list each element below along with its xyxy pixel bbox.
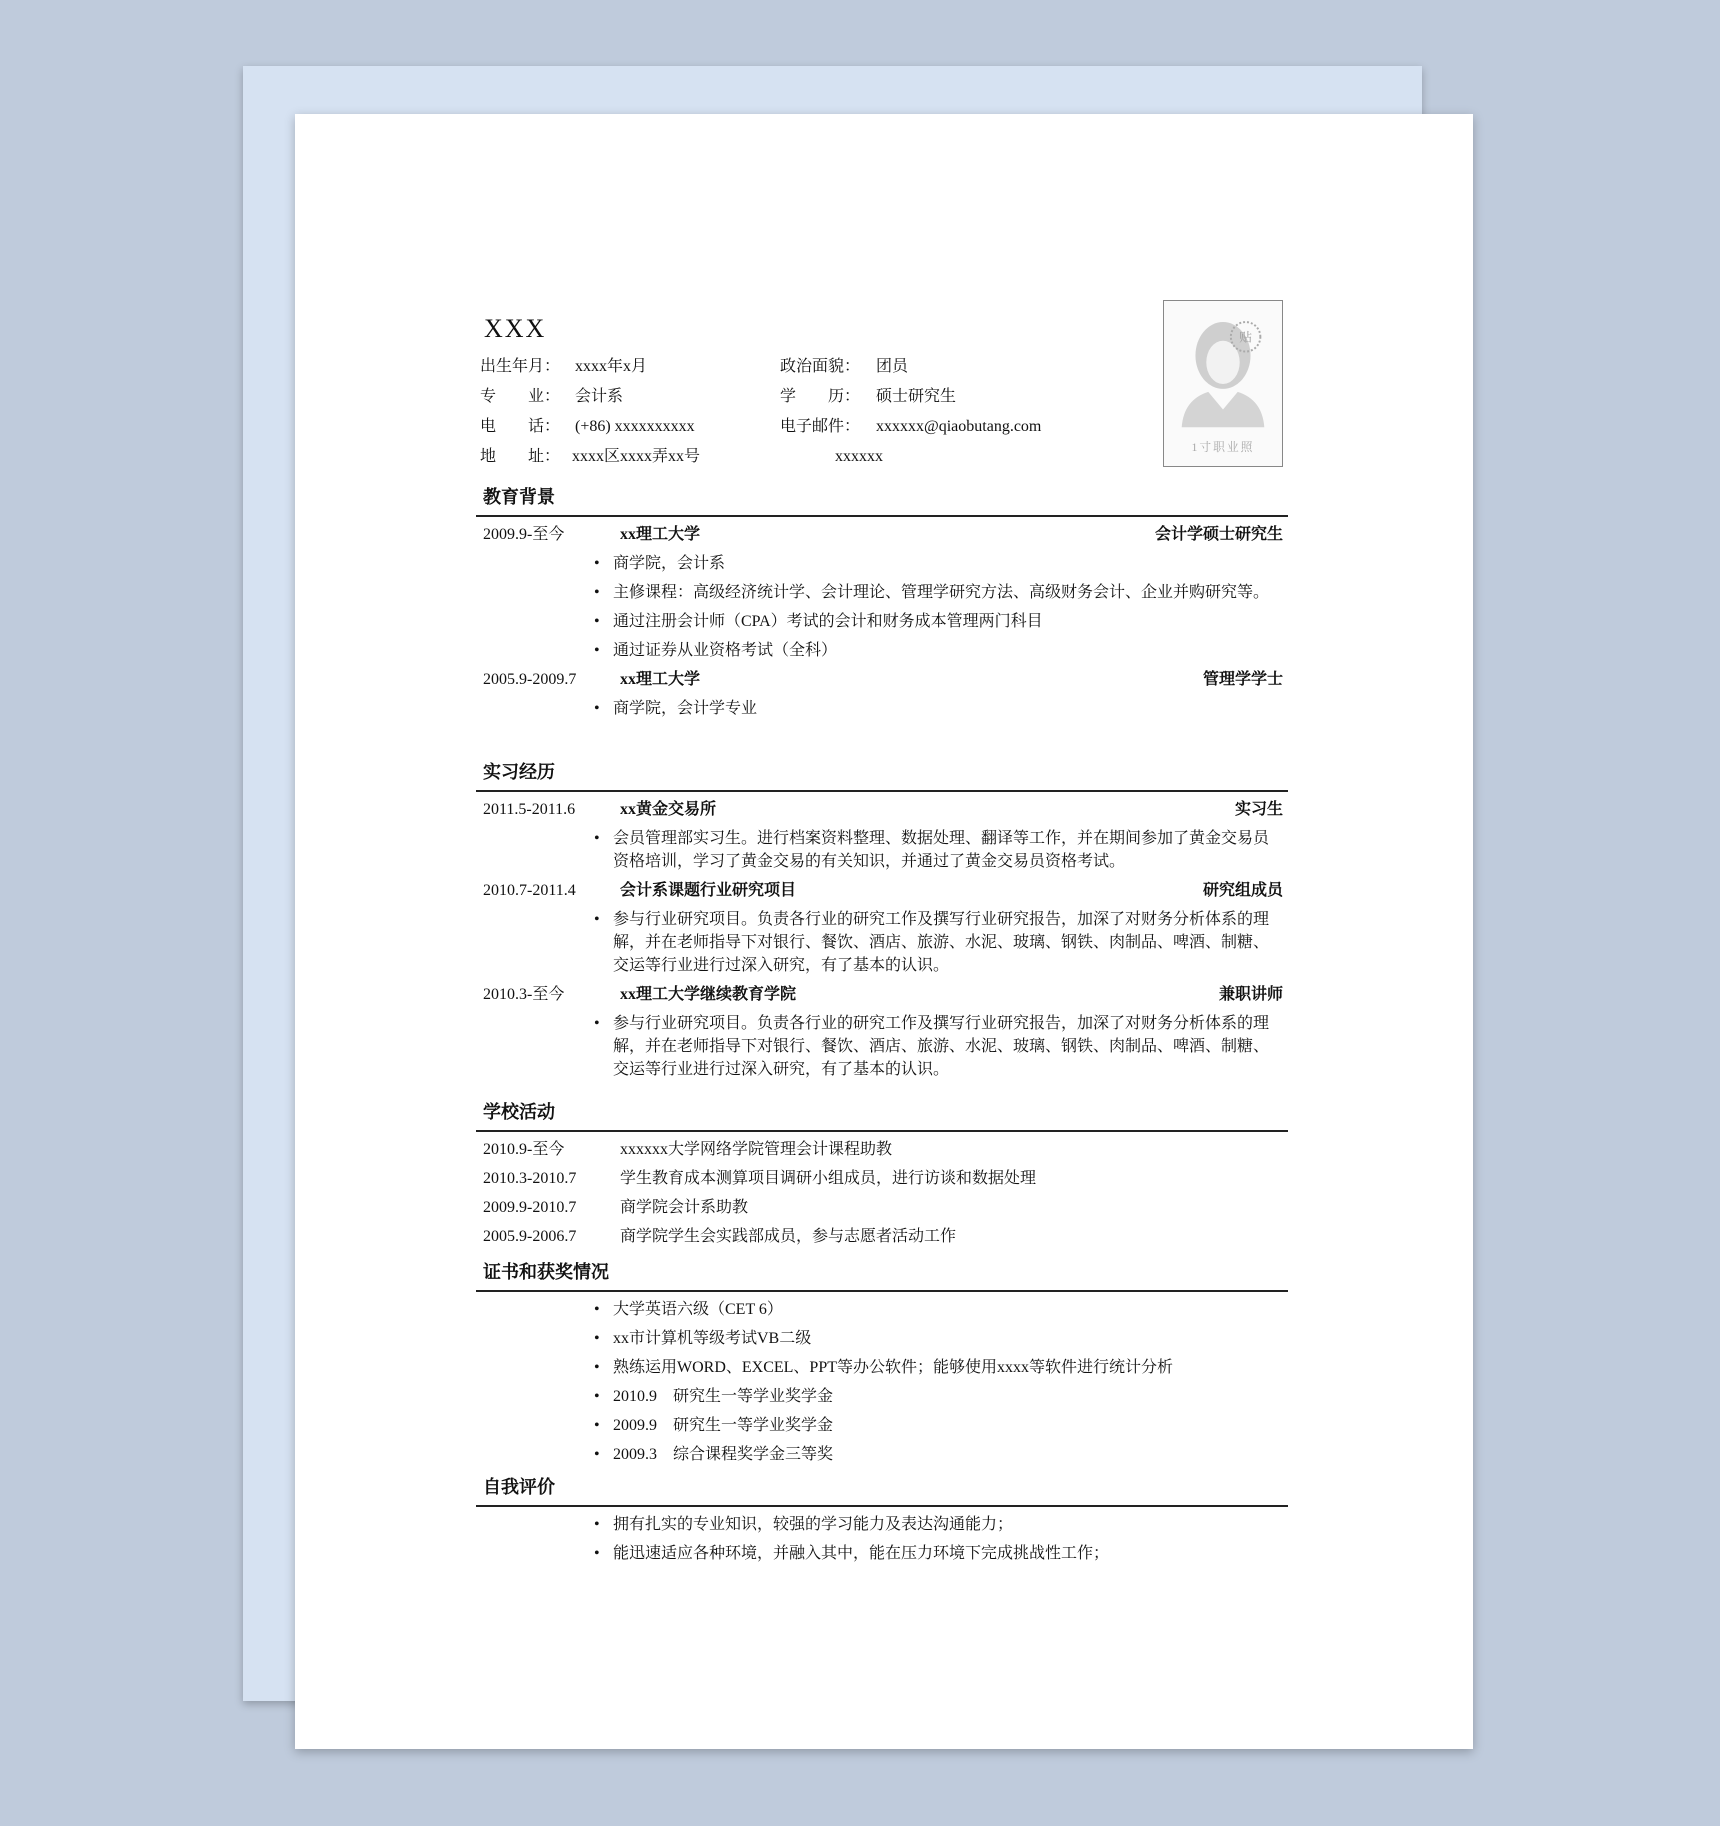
entry-header (476, 798, 1288, 821)
awards-section (476, 1261, 1288, 1466)
activities-section (476, 1101, 1288, 1248)
section-title: 学校活动 (476, 1101, 1288, 1132)
entry-date: 2009.9-至今 (483, 526, 565, 543)
list-item: • 参与行业研究项目。负责各行业的研究工作及撰写行业研究报告，加深了对财务分析体系的理解，并在老师指导下对银行、餐饮、酒店、旅游、水泥、玻璃、钢铁、肉制品、啤酒、制糖、交运等行业进行过深入研究，有了基本的认识。 (613, 908, 1288, 977)
degree-label: 学 历： (780, 388, 861, 405)
political-value: 团员 (876, 358, 909, 375)
list-item: • 通过证券从业资格考试（全科） (613, 639, 1288, 662)
entry-org: xx黄金交易所 (620, 801, 717, 818)
photo-placeholder (1163, 300, 1283, 467)
list-item: • 会员管理部实习生。进行档案资料整理、数据处理、翻译等工作，并在期间参加了黄金交易员资格培训，学习了黄金交易的有关知识，并通过了黄金交易员资格考试。 (613, 827, 1288, 873)
entry-role: 会计学硕士研究生 (1154, 526, 1283, 543)
list-item: • 熟练运用WORD、EXCEL、PPT等办公软件；能够使用xxxx等软件进行统计分析 (613, 1356, 1288, 1379)
entry-header (476, 668, 1288, 691)
entry-date: 2011.5-2011.6 (483, 801, 576, 818)
postcode-value: xxxxxx (835, 448, 883, 465)
avatar-icon (1164, 301, 1282, 466)
email-value: xxxxxx@qiaobutang.com (876, 418, 1042, 435)
activity-row: 2005.9-2006.7 商学院学生会实践部成员，参与志愿者活动工作 (483, 1228, 957, 1245)
section-title: 教育背景 (476, 486, 1288, 517)
degree-value: 硕士研究生 (876, 388, 957, 405)
activity-row: 2009.9-2010.7 商学院会计系助教 (483, 1199, 749, 1216)
phone-value: (+86) xxxxxxxxxx (575, 418, 695, 435)
education-section (476, 486, 1288, 720)
photo-caption: 1寸职业照 (1191, 439, 1255, 454)
entry-date: 2010.3-至今 (483, 986, 565, 1003)
entry-date: 2005.9-2009.7 (483, 671, 577, 688)
self-evaluation-section (476, 1476, 1288, 1565)
email-label: 电子邮件： (780, 418, 861, 435)
entry-role: 管理学学士 (1202, 671, 1283, 688)
major-value: 会计系 (575, 388, 624, 405)
list-item: • 参与行业研究项目。负责各行业的研究工作及撰写行业研究报告，加深了对财务分析体系的理解，并在老师指导下对银行、餐饮、酒店、旅游、水泥、玻璃、钢铁、肉制品、啤酒、制糖、交运等行业进行过深入研究，有了基本的认识。 (613, 1012, 1288, 1081)
birth-value: xxxx年x月 (575, 358, 648, 375)
list-item: • xx市计算机等级考试VB二级 (613, 1327, 1288, 1350)
list-item: • 大学英语六级（CET 6） (613, 1298, 1288, 1321)
address-label: 地 址： (480, 448, 561, 465)
list-item: • 商学院，会计系 (613, 552, 1288, 575)
list-item: • 2009.9 研究生一等学业奖学金 (613, 1414, 1288, 1437)
entry-org: xx理工大学继续教育学院 (620, 986, 797, 1003)
phone-label: 电 话： (480, 418, 561, 435)
list-item: • 2009.3 综合课程奖学金三等奖 (613, 1443, 1288, 1466)
major-label: 专 业： (480, 388, 561, 405)
activity-row: 2010.9-至今 xxxxxx大学网络学院管理会计课程助教 (483, 1141, 893, 1158)
entry-org: 会计系课题行业研究项目 (620, 882, 797, 899)
personal-info (480, 355, 1100, 475)
entry-header (476, 879, 1288, 902)
list-item: • 商学院，会计学专业 (613, 697, 1288, 720)
entry-role: 实习生 (1234, 801, 1283, 818)
section-title: 证书和获奖情况 (476, 1261, 1288, 1292)
list-item: • 通过注册会计师（CPA）考试的会计和财务成本管理两门科目 (613, 610, 1288, 633)
entry-header (476, 523, 1288, 546)
activity-row: 2010.3-2010.7 学生教育成本测算项目调研小组成员，进行访谈和数据处理 (483, 1170, 1037, 1187)
list-item: • 拥有扎实的专业知识，较强的学习能力及表达沟通能力； (613, 1513, 1288, 1536)
list-item: • 2010.9 研究生一等学业奖学金 (613, 1385, 1288, 1408)
candidate-name: XXX (484, 314, 547, 343)
section-title: 自我评价 (476, 1476, 1288, 1507)
political-label: 政治面貌： (780, 358, 861, 375)
list-item: • 能迅速适应各种环境，并融入其中，能在压力环境下完成挑战性工作； (613, 1542, 1288, 1565)
entry-school: xx理工大学 (620, 671, 701, 688)
internship-section (476, 761, 1288, 1081)
list-item: • 主修课程：高级经济统计学、会计理论、管理学研究方法、高级财务会计、企业并购研究等。 (613, 581, 1288, 604)
section-title: 实习经历 (476, 761, 1288, 792)
stamp-text: 贴 (1239, 330, 1253, 345)
entry-school: xx理工大学 (620, 526, 701, 543)
entry-date: 2010.7-2011.4 (483, 882, 576, 899)
birth-label: 出生年月： (480, 358, 561, 375)
entry-role: 研究组成员 (1202, 882, 1283, 899)
entry-role: 兼职讲师 (1218, 986, 1283, 1003)
address-value: xxxx区xxxx弄xx号 (572, 448, 701, 465)
entry-header (476, 983, 1288, 1006)
